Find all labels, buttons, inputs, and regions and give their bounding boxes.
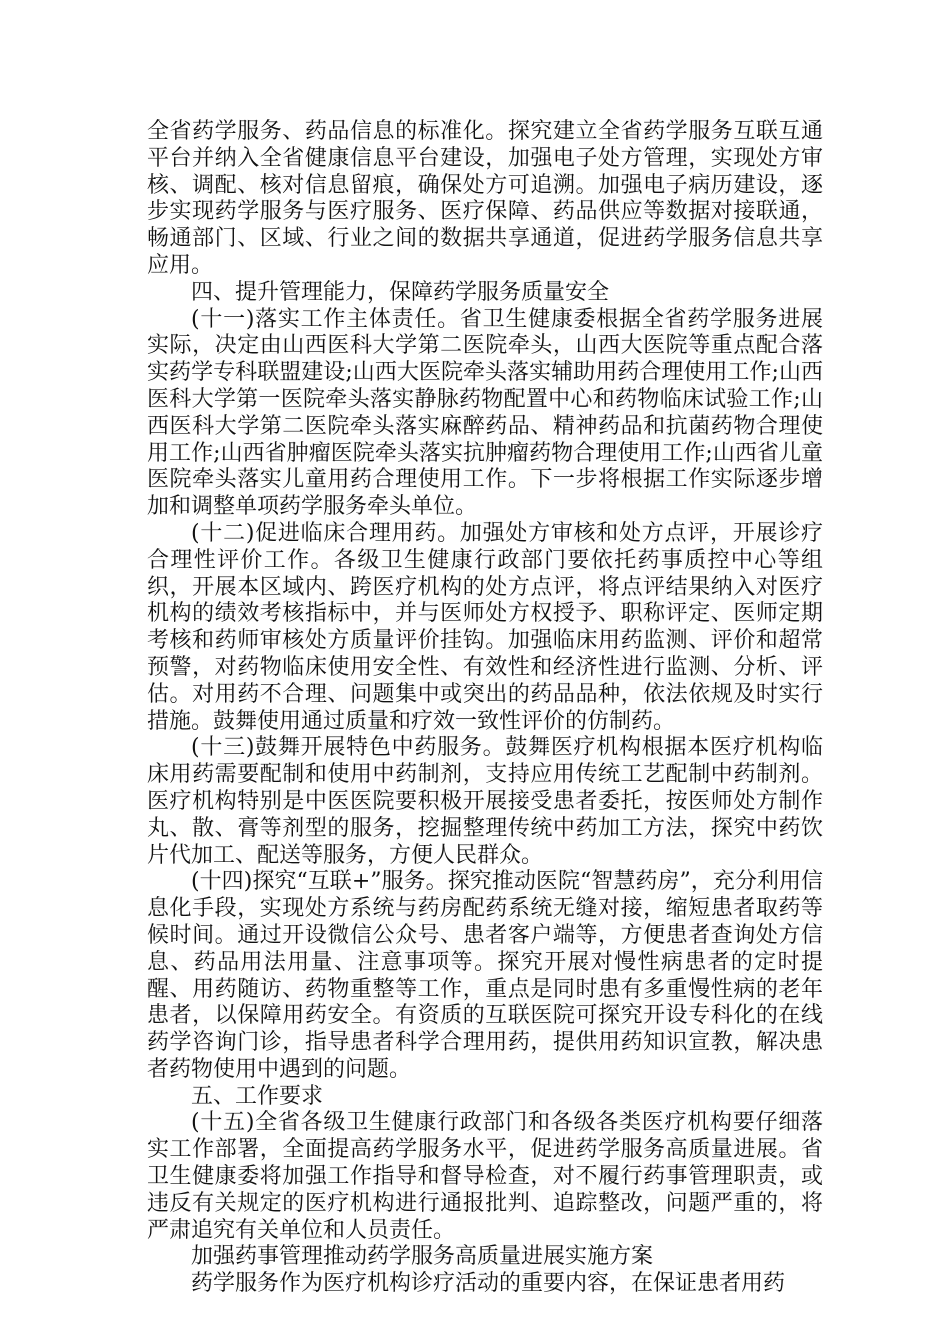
paragraph-data-sharing: 全省药学服务、药品信息的标准化。探究建立全省药学服务互联互通平台并纳入全省健康信息平台建设，加强电子处方管理，实现处方审核、调配、核对信息留痕，确保处方可追溯。加强电子病历建设，逐步实现药学服务与医疗服务、医疗保障、药品供应等数据对接联通，畅通部门、区域、行业之间的数据共享通道，促进药学服务信息共享应用。 [147,119,823,278]
paragraph-item-13: (十三)鼓舞开展特色中药服务。鼓舞医疗机构根据本医疗机构临床用药需要配制和使用中药制剂，支持应用传统工艺配制中药制剂。医疗机构特别是中医医院要积极开展接受患者委托，按医师处方制作丸、散、膏等剂型的服务，挖掘整理传统中药加工方法，探究中药饮片代加工、配送等服务，方便人民群众。 [147,735,823,868]
paragraph-item-15: (十五)全省各级卫生健康行政部门和各级各类医疗机构要仔细落实工作部署，全面提高药学服务水平，促进药学服务高质量进展。省卫生健康委将加强工作指导和督导检查，对不履行药事管理职责，或违反有关规定的医疗机构进行通报批判、追踪整改，问题严重的，将严肃追究有关单位和人员责任。 [147,1110,823,1243]
section-heading-5: 五、工作要求 [191,1083,324,1109]
document-body [147,119,823,1298]
paragraph-item-11: (十一)落实工作主体责任。省卫生健康委根据全省药学服务进展实际，决定由山西医科大学第二医院牵头，山西大医院等重点配合落实药学专科联盟建设;山西大医院牵头落实辅助用药合理使用工作;山西医科大学第一医院牵头落实静脉药物配置中心和药物临床试验工作;山西医科大学第二医院牵头落实麻醉药品、精神药品和抗菌药物合理使用工作;山西省肿瘤医院牵头落实抗肿瘤药物合理使用工作;山西省儿童医院牵头落实儿童用药合理使用工作。下一步将根据工作实际逐步增加和调整单项药学服务牵头单位。 [147,306,823,520]
paragraph-intro-next: 药学服务作为医疗机构诊疗活动的重要内容，在保证患者用药 [191,1271,786,1297]
paragraph-item-12: (十二)促进临床合理用药。加强处方审核和处方点评，开展诊疗合理性评价工作。各级卫生健康行政部门要依托药事质控中心等组织，开展本区域内、跨医疗机构的处方点评，将点评结果纳入对医疗机构的绩效考核指标中，并与医师处方权授予、职称评定、医师定期考核和药师审核处方质量评价挂钩。加强临床用药监测、评价和超常预警，对药物临床使用安全性、有效性和经济性进行监测、分析、评估。对用药不合理、问题集中或突出的药品品种，依法依规及时实行措施。鼓舞使用通过质量和疗效一致性评价的仿制药。 [147,520,823,734]
section-heading-4: 四、提升管理能力，保障药学服务质量安全 [191,279,610,305]
document-title-next: 加强药事管理推动药学服务高质量进展实施方案 [191,1244,654,1270]
paragraph-item-14: (十四)探究“互联+”服务。探究推动医院“智慧药房”，充分利用信息化手段，实现处方系统与药房配药系统无缝对接，缩短患者取药等候时间。通过开设微信公众号、患者客户端等，方便患者查询处方信息、药品用法用量、注意事项等。探究开展对慢性病患者的定时提醒、用药随访、药物重整等工作，重点是同时患有多重慢性病的老年患者，以保障用药安全。有资质的互联医院可探究开设专科化的在线药学咨询门诊，指导患者科学合理用药，提供用药知识宣教，解决患者药物使用中遇到的问题。 [147,869,823,1082]
